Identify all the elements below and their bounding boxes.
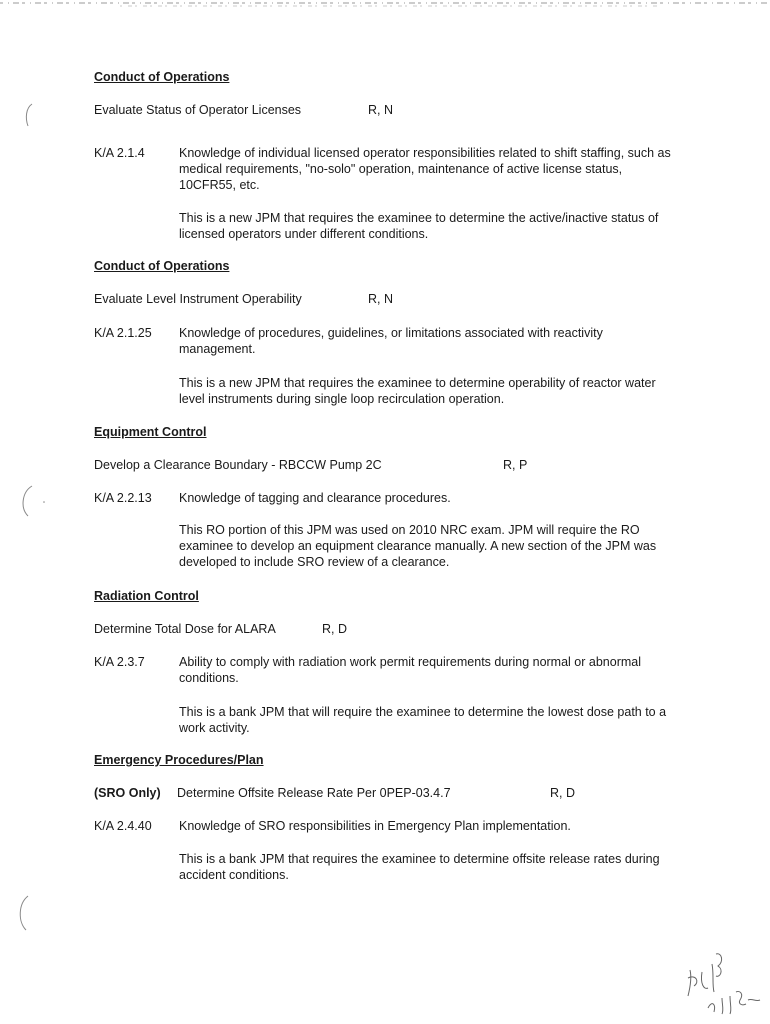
task-code: R, D	[322, 622, 347, 636]
section-heading-5	[94, 752, 694, 768]
ka-text: Knowledge of individual licensed operator responsibilities related to shift staffing, such as medical requirements, "no-solo" operation, maintenance of active license status, 10CFR55, etc.	[179, 146, 671, 192]
task-title: Evaluate Level Instrument Operability	[94, 292, 302, 306]
margin-speck	[10, 890, 50, 936]
margin-speck	[14, 482, 54, 522]
section-heading-4	[94, 588, 694, 604]
ka-text: Knowledge of procedures, guidelines, or limitations associated with reactivity management.	[179, 326, 603, 356]
ka-label: K/A 2.1.4	[94, 146, 145, 160]
task-title: Determine Offsite Release Rate Per 0PEP-03.4.7	[177, 786, 451, 800]
section-heading: Radiation Control	[94, 589, 199, 603]
task-title-line	[94, 102, 494, 118]
scan-artifact-top	[0, 0, 770, 14]
handwritten-signature	[678, 948, 768, 1018]
task-title-line	[94, 621, 494, 637]
sro-only-label: (SRO Only)	[94, 786, 161, 800]
jpm-note: This RO portion of this JPM was used on 2010 NRC exam. JPM will require the RO examinee to develop an equipment clearance manually. A new section of the JPM was developed to include SRO review of a clearance.	[179, 523, 657, 569]
margin-speck	[20, 100, 40, 130]
task-title-line	[94, 785, 694, 801]
task-title-line	[94, 457, 594, 473]
task-code: R, N	[368, 292, 393, 306]
ka-label: K/A 2.3.7	[94, 655, 145, 669]
jpm-note: This is a new JPM that requires the examinee to determine operability of reactor water level instruments during single loop recirculation operation.	[179, 376, 656, 406]
task-title: Evaluate Status of Operator Licenses	[94, 103, 302, 117]
task-code: R, D	[550, 786, 575, 800]
task-code: R, P	[503, 458, 528, 472]
section-heading: Conduct of Operations	[94, 70, 230, 84]
task-title: Develop a Clearance Boundary - RBCCW Pump 2C	[94, 458, 382, 472]
section-heading-1	[94, 69, 694, 85]
jpm-note: This is a bank JPM that will require the examinee to determine the lowest dose path to a work activity.	[179, 705, 667, 735]
ka-label: K/A 2.4.40	[94, 819, 152, 833]
ka-text: Ability to comply with radiation work permit requirements during normal or abnormal conditions.	[179, 655, 641, 685]
jpm-note: This is a new JPM that requires the examinee to determine the active/inactive status of licensed operators under different conditions.	[179, 211, 659, 241]
ka-text: Knowledge of SRO responsibilities in Emergency Plan implementation.	[179, 819, 571, 833]
section-heading: Conduct of Operations	[94, 259, 230, 273]
task-title: Determine Total Dose for ALARA	[94, 622, 276, 636]
section-heading: Emergency Procedures/Plan	[94, 753, 264, 767]
task-code: R, N	[368, 103, 393, 117]
jpm-note: This is a bank JPM that requires the examinee to determine offsite release rates during accident conditions.	[179, 852, 660, 882]
task-title-line	[94, 291, 494, 307]
ka-label: K/A 2.2.13	[94, 491, 152, 505]
ka-label: K/A 2.1.25	[94, 326, 152, 340]
section-heading-2	[94, 258, 694, 274]
section-heading: Equipment Control	[94, 425, 207, 439]
ka-text: Knowledge of tagging and clearance procedures.	[179, 491, 451, 505]
section-heading-3	[94, 424, 694, 440]
